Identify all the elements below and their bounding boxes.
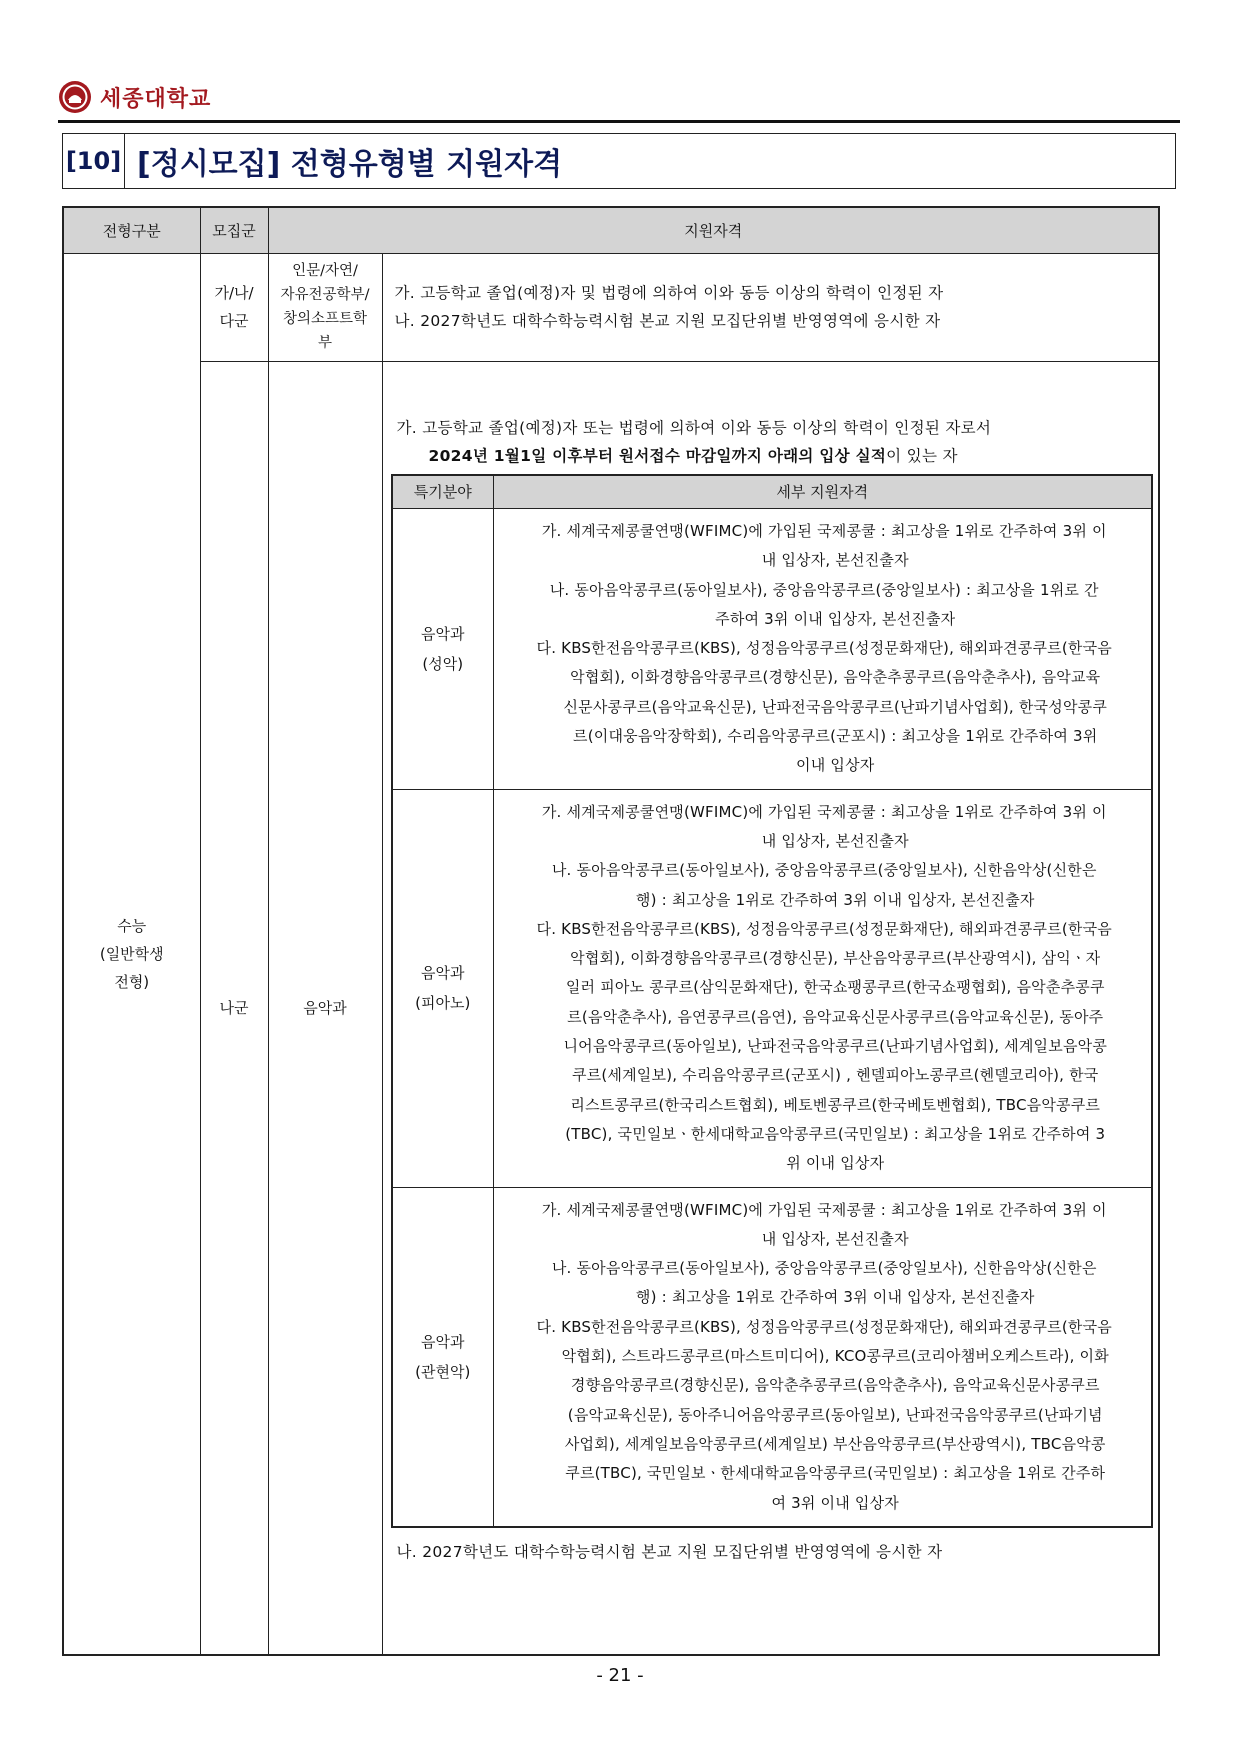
- detail-line: 이내 입상자: [796, 756, 875, 775]
- group-cell: [200, 253, 268, 361]
- detail-line: 여 3위 이내 입상자: [771, 1493, 899, 1512]
- intro-rest: 이 있는 자: [886, 446, 958, 465]
- award-row: [392, 789, 1152, 1187]
- type-line: 전형): [114, 972, 150, 991]
- section-title: [정시모집] 전형유형별 지원자격: [137, 147, 563, 182]
- header-qualification: 지원자격: [268, 207, 1159, 253]
- qualification-cell: [382, 361, 1159, 1655]
- detail-line: 악협회), 이화경향음악콩쿠르(경향신문), 음악춘추콩쿠르(음악춘추사), 음악교육: [570, 668, 1101, 687]
- field-name: (관현악): [415, 1362, 471, 1381]
- field-cell: [392, 1187, 494, 1527]
- detail-line: 사업회), 세계일보음악콩쿠르(세계일보) 부산음악콩쿠르(부산광역시), TBC음악콩: [564, 1434, 1106, 1453]
- detail-cell: [494, 509, 1152, 790]
- field-name: 음악과: [421, 624, 465, 643]
- qualification-cell: [382, 253, 1159, 361]
- detail-line: (TBC), 국민일보ㆍ한세대학교음악콩쿠르(국민일보) : 최고상을 1위로 간주하여 3: [565, 1124, 1106, 1143]
- type-line: 수능: [117, 916, 147, 935]
- detail-line: 가. 세계국제콩쿨연맹(WFIMC)에 가입된 국제콩쿨 : 최고상을 1위로 간주하여 3위 이: [541, 802, 1107, 821]
- field-name: (피아노): [415, 994, 471, 1013]
- field-cell: [392, 789, 494, 1187]
- seal-icon: [58, 80, 92, 114]
- group-cell: 나군: [200, 361, 268, 1655]
- qualification-line: 가. 고등학교 졸업(예정)자 및 법령에 의하여 이와 동등 이상의 학력이 인정된 자: [394, 284, 944, 302]
- table-header-row: [63, 207, 1159, 253]
- detail-line: 쿠르(세계일보), 수리음악콩쿠르(군포시) , 헨델피아노콩쿠르(헨델코리아), 한국: [572, 1066, 1099, 1085]
- award-row: [392, 509, 1152, 790]
- detail-line: (음악교육신문), 동아주니어음악콩쿠르(동아일보), 난파전국음악콩쿠르(난파기념: [567, 1405, 1103, 1424]
- award-table: [391, 474, 1153, 1528]
- type-line: (일반학생: [99, 944, 164, 963]
- dept-line: 자유전공학부/: [280, 287, 370, 303]
- header-group: 모집군: [200, 207, 268, 253]
- detail-line: 르(음악춘추사), 음연콩쿠르(음연), 음악교육신문사콩쿠르(음악교육신문), 동아주: [567, 1007, 1104, 1026]
- detail-line: 쿠르(TBC), 국민일보ㆍ한세대학교음악콩쿠르(국민일보) : 최고상을 1위로 간주하: [565, 1464, 1106, 1483]
- detail-line: 일러 피아노 콩쿠르(삼익문화재단), 한국쇼팽콩쿠르(한국쇼팽협회), 음악춘추콩쿠: [565, 978, 1105, 997]
- detail-line: 내 입상자, 본선진출자: [761, 831, 909, 850]
- intro-highlight: 2024년 1월1일 이후부터 원서접수 마감일까지 아래의 입상 실적: [428, 446, 887, 465]
- detail-line: 다. KBS한전음악콩쿠르(KBS), 성정음악콩쿠르(성정문화재단), 해외파견콩쿠르(한국음: [536, 1317, 1112, 1336]
- detail-line: 악협회), 스트라드콩쿠르(마스트미디어), KCO콩쿠르(코리아챔버오케스트라), 이화: [561, 1347, 1109, 1366]
- table-row: [63, 361, 1159, 1655]
- university-logo: [58, 80, 211, 114]
- detail-line: 니어음악콩쿠르(동아일보), 난파전국음악콩쿠르(난파기념사업회), 세계일보음악콩: [563, 1037, 1108, 1056]
- award-row: [392, 1187, 1152, 1527]
- detail-cell: [494, 789, 1152, 1187]
- dept-line: 부: [317, 335, 332, 351]
- intro-line: 가. 고등학교 졸업(예정)자 또는 법령에 의하여 이와 동등 이상의 학력이 인정된 자로서: [396, 418, 992, 437]
- detail-line: 내 입상자, 본선진출자: [761, 551, 909, 570]
- table-row: [63, 253, 1159, 361]
- detail-line: 경향음악콩쿠르(경향신문), 음악춘추콩쿠르(음악춘추사), 음악교육신문사콩쿠르: [570, 1376, 1100, 1395]
- type-cell: [63, 253, 200, 1655]
- group-line: 가/나/: [214, 284, 254, 302]
- detail-line: 가. 세계국제콩쿨연맹(WFIMC)에 가입된 국제콩쿨 : 최고상을 1위로 간주하여 3위 이: [541, 522, 1107, 540]
- detail-line: 나. 동아음악콩쿠르(동아일보사), 중앙음악콩쿠르(중앙일보사), 신한음악상(신한은: [551, 861, 1097, 880]
- detail-line: 다. KBS한전음악콩쿠르(KBS), 성정음악콩쿠르(성정문화재단), 해외파견콩쿠르(한국음: [536, 639, 1112, 658]
- field-cell: [392, 509, 494, 790]
- field-name: 음악과: [421, 964, 465, 983]
- detail-line: 내 입상자, 본선진출자: [761, 1229, 909, 1248]
- group-line: 다군: [219, 312, 249, 330]
- dept-cell: [268, 253, 382, 361]
- field-name: 음악과: [421, 1332, 465, 1351]
- header-detail: 세부 지원자격: [494, 475, 1152, 509]
- logo-text: 세종대학교: [100, 86, 212, 112]
- qualification-line: 나. 2027학년도 대학수학능력시험 본교 지원 모집단위별 반영영역에 응시한 자: [394, 312, 941, 330]
- section-title-box: [62, 133, 1176, 189]
- dept-line: 인문/자연/: [292, 263, 358, 279]
- detail-line: 르(이대웅음악장학회), 수리음악콩쿠르(군포시) : 최고상을 1위로 간주하여 3위: [573, 727, 1098, 746]
- detail-cell: [494, 1187, 1152, 1527]
- detail-line: 나. 동아음악콩쿠르(동아일보사), 중앙음악콩쿠르(중앙일보사) : 최고상을 1위로 간: [549, 580, 1099, 599]
- page-number: - 21 -: [596, 1665, 644, 1686]
- header-rule: [58, 120, 1180, 123]
- header-type: 전형구분: [63, 207, 200, 253]
- detail-line: 신문사콩쿠르(음악교육신문), 난파전국음악콩쿠르(난파기념사업회), 한국성악콩쿠: [563, 697, 1108, 716]
- qualification-table: [62, 206, 1160, 1656]
- section-number: [10]: [63, 134, 125, 188]
- detail-line: 가. 세계국제콩쿨연맹(WFIMC)에 가입된 국제콩쿨 : 최고상을 1위로 간주하여 3위 이: [541, 1200, 1107, 1219]
- closing-line: 나. 2027학년도 대학수학능력시험 본교 지원 모집단위별 반영영역에 응시한 자: [396, 1542, 943, 1561]
- award-header-row: [392, 475, 1152, 509]
- header-field: 특기분야: [392, 475, 494, 509]
- dept-cell: 음악과: [268, 361, 382, 1655]
- detail-line: 행) : 최고상을 1위로 간주하여 3위 이내 입상자, 본선진출자: [635, 890, 1035, 909]
- detail-line: 위 이내 입상자: [786, 1154, 885, 1173]
- dept-line: 창의소프트학: [282, 311, 368, 327]
- detail-line: 나. 동아음악콩쿠르(동아일보사), 중앙음악콩쿠르(중앙일보사), 신한음악상(신한은: [551, 1259, 1097, 1278]
- detail-line: 주하여 3위 이내 입상자, 본선진출자: [715, 609, 956, 628]
- intro-line: [397, 442, 1155, 470]
- detail-line: 리스트콩쿠르(한국리스트협회), 베토벤콩쿠르(한국베토벤협회), TBC음악콩쿠르: [570, 1095, 1101, 1114]
- detail-line: 다. KBS한전음악콩쿠르(KBS), 성정음악콩쿠르(성정문화재단), 해외파견콩쿠르(한국음: [536, 919, 1112, 938]
- detail-line: 행) : 최고상을 1위로 간주하여 3위 이내 입상자, 본선진출자: [635, 1288, 1035, 1307]
- field-name: (성악): [422, 654, 464, 673]
- detail-line: 악협회), 이화경향음악콩쿠르(경향신문), 부산음악콩쿠르(부산광역시), 삼익ㆍ자: [570, 949, 1101, 968]
